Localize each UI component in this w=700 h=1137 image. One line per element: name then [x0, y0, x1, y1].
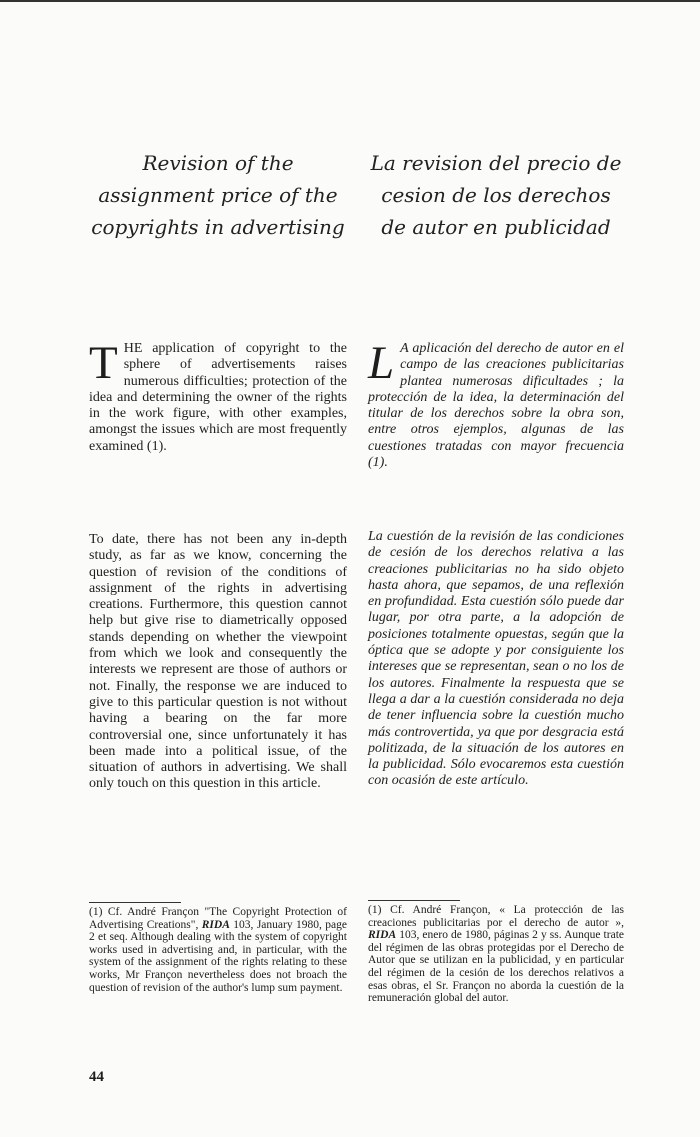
- title-english: Revision of the assignment price of the copyrights in advertising: [91, 151, 345, 239]
- footnote-english-journal: RIDA: [201, 918, 230, 931]
- footnote-english-part-2: 103, January 1980, page 2 et seq. Although dealing with the system of copyright works used in advertising and, in particular, with the system of the assignment of the rights relating to these works, Mr Françon nevertheless does not broach the question of revision of the author's lump sum payment.: [89, 918, 347, 994]
- top-rule: [0, 0, 700, 2]
- english-paragraph-1: [89, 337, 347, 455]
- page-number: 44: [89, 1069, 104, 1085]
- footnote-spanish-part-2: 103, enero de 1980, páginas 2 y ss. Aunque trate del régimen de las obras protegidas por el Derecho de Autor que se utilizan en la publicidad, y en particular del régimen de la cesión de los derechos relativos a esas obras, el Sr. Françon no aborda la cuestión de la remuneración global del autor.: [368, 929, 624, 1005]
- footnote-rule-english: [89, 902, 181, 903]
- footnote-english: [89, 906, 347, 994]
- footnote-rule-spanish: [368, 900, 460, 901]
- footnote-english-part-1: (1) Cf. André Françon "The Copyright Protection of Advertising Creations",: [89, 906, 347, 931]
- english-paragraph-2: To date, there has not been any in-depth study, as far as we know, concerning the question of revision of the conditions of assignment of the rights in advertising creations. Furthermore, this question cannot help but give rise to diametrically opposed stands depending on whether the viewpoint from which we look and consequently the interests we represent are those of authors or not. Finally, the response we are induced to give to this particular question is not without having a bearing on the far more controversial one, since unfortunately it has been made into a political issue, of the situation of authors in advertising. We shall only touch on this question in this article.: [89, 532, 347, 792]
- footnote-spanish: [368, 904, 624, 1005]
- footnote-spanish-journal: RIDA: [368, 929, 397, 942]
- drop-cap-t: T: [89, 337, 118, 389]
- spanish-paragraph-1-text: A aplicación del derecho de autor en el campo de las creaciones publicitarias plantea numerosas dificultades ; la protección de la idea, la determinación del titular de los derechos sobre la obra son, entre otros ejemplos, algunas de las cuestiones tratadas con mayor frecuencia (1).: [368, 341, 624, 471]
- english-paragraph-1-text: HE application of copyright to the sphere of advertisements raises numerous difficulties; protection of the idea and determining the owner of the rights in the work figure, with other examples, amongst the issues which are most frequently examined (1).: [89, 341, 347, 454]
- drop-cap-l: L: [368, 337, 395, 389]
- spanish-paragraph-2: La cuestión de la revisión de las condiciones de cesión de los derechos relativa a las creaciones publicitarias no ha sido objeto hasta ahora, que sepamos, de una reflexión en profundidad. Esta cuestión sólo puede dar lugar, por otra parte, a la adopción de posiciones totalmente opuestas, según que la óptica que se adopte y por consiguiente los intereses que se representan, sean o no los de los autores. Finalmente la respuesta que se llega a dar a la cuestión considerada no deja de tener influencia sobre la cuestión mucho más controvertida, ya que por desgracia está politizada, de la situación de los autores en la publicidad. Sólo evocaremos esta cuestión con ocasión de este artículo.: [368, 529, 624, 789]
- footnote-spanish-part-1: (1) Cf. André Françon, « La protección de las creaciones publicitarias por el derecho de autor »,: [368, 904, 624, 929]
- title-spanish: La revision del precio de cesion de los derechos de autor en publicidad: [370, 151, 622, 239]
- spanish-paragraph-1: [368, 337, 624, 471]
